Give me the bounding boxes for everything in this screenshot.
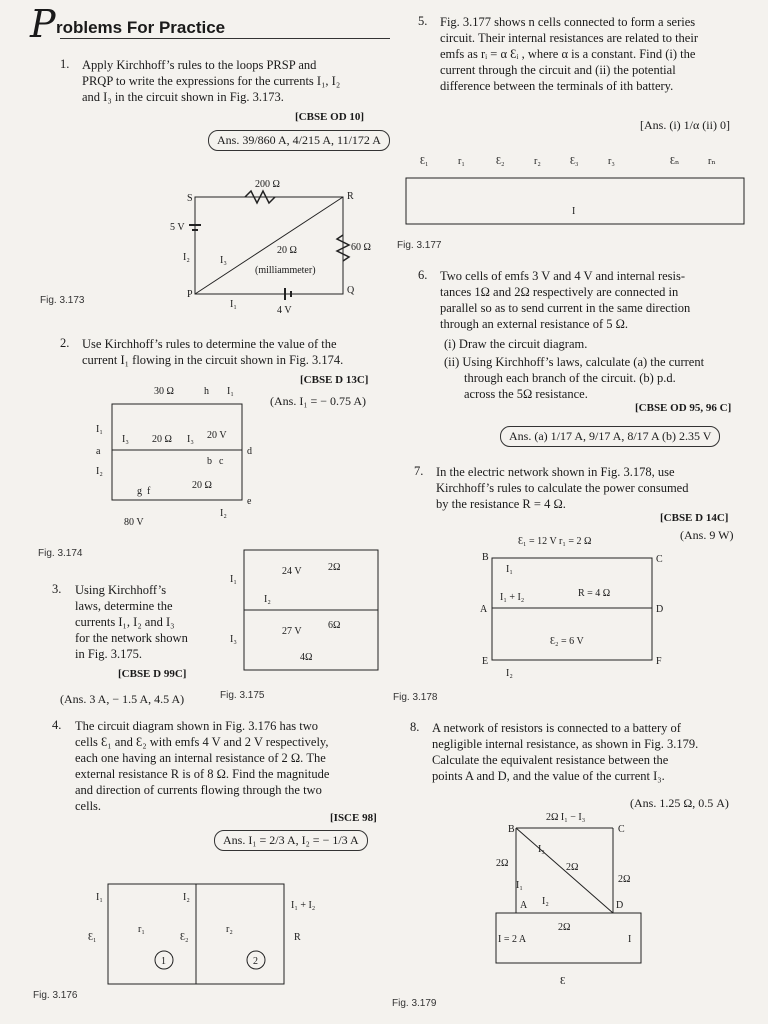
q2-number: 2. bbox=[60, 336, 70, 350]
q2-answer: (Ans. I₁ = − 0.75 A) bbox=[270, 394, 367, 408]
fig174-g: g bbox=[137, 486, 142, 497]
fig-3-177-caption: Fig. 3.177 bbox=[397, 240, 442, 251]
fig179-I3: I₃ bbox=[538, 844, 545, 855]
fig173-P: P bbox=[187, 289, 193, 300]
fig179-D: D bbox=[616, 900, 624, 911]
fig-3-174-caption: Fig. 3.174 bbox=[38, 548, 83, 559]
fig174-c: c bbox=[219, 456, 224, 467]
q4-text: The circuit diagram shown in Fig. 3.176 has two cells Ɛ₁ and Ɛ₂ with emfs 4 V and 2 V respectively, each one having an internal resistance of 2 Ω. The external resistance R is of 8 Ω. Find the magnitude and direction of currents flowing through the two cells. bbox=[75, 719, 330, 813]
q2-text: Use Kirchhoff’s rules to determine the value of the current I₁ flowing in the circuit shown in Fig. 3.174. bbox=[82, 337, 344, 367]
fig175-v27: 27 V bbox=[282, 626, 302, 637]
fig179-I1: I₁ bbox=[516, 880, 523, 891]
fig177-r1: r₁ bbox=[458, 156, 465, 167]
fig174-v80: 80 V bbox=[124, 517, 144, 528]
q3-ref: [CBSE D 99C] bbox=[118, 668, 187, 680]
fig176-I12: I₁ + I₂ bbox=[291, 900, 316, 911]
fig178-B: B bbox=[482, 552, 489, 563]
fig174-r30: 30 Ω bbox=[154, 386, 174, 397]
fig175-r6: 6Ω bbox=[328, 620, 341, 631]
fig173-r60: 60 Ω bbox=[351, 242, 371, 253]
fig179-I: I bbox=[628, 934, 632, 945]
fig179-left: 2Ω bbox=[496, 858, 509, 869]
q3-number: 3. bbox=[52, 582, 62, 596]
fig-3-173-circuit bbox=[165, 175, 385, 315]
fig174-r20b: 20 Ω bbox=[192, 480, 212, 491]
fig179-C: C bbox=[618, 824, 625, 835]
fig178-I12: I₁ + I₂ bbox=[500, 592, 525, 603]
fig-3-174-circuit bbox=[92, 380, 272, 530]
fig179-bot: 2Ω bbox=[558, 922, 571, 933]
q5-number: 5. bbox=[418, 14, 428, 28]
fig-3-175-circuit bbox=[228, 542, 388, 682]
q6-number: 6. bbox=[418, 268, 428, 282]
fig178-F: F bbox=[656, 656, 662, 667]
fig173-S: S bbox=[187, 193, 193, 204]
fig176-E2: Ɛ₂ bbox=[180, 932, 189, 943]
q8-answer: (Ans. 1.25 Ω, 0.5 A) bbox=[630, 796, 729, 810]
fig-3-176-caption: Fig. 3.176 bbox=[33, 990, 78, 1001]
fig174-I3b: I₃ bbox=[187, 434, 194, 445]
fig-3-179-circuit bbox=[488, 808, 658, 990]
fig179-B: B bbox=[508, 824, 515, 835]
fig-3-173-caption: Fig. 3.173 bbox=[40, 295, 85, 306]
fig174-I1L: I₁ bbox=[96, 424, 103, 435]
fig179-A: A bbox=[520, 900, 528, 911]
fig173-I3: I₃ bbox=[220, 255, 227, 266]
fig179-I2: I₂ bbox=[542, 896, 549, 907]
q7-answer: (Ans. 9 W) bbox=[680, 528, 734, 542]
fig176-loop2: 2 bbox=[253, 956, 258, 967]
fig178-C: C bbox=[656, 554, 663, 565]
q6-text: Two cells of emfs 3 V and 4 V and internal resis- tances 1Ω and 2Ω respectively are connected in parallel so as to send current in the same direction through an external resistance of 5 Ω. bbox=[440, 269, 691, 331]
fig178-E1: Ɛ₁ = 12 V r₁ = 2 Ω bbox=[518, 536, 592, 547]
fig178-D: D bbox=[656, 604, 664, 615]
fig178-I2: I₂ bbox=[506, 668, 513, 679]
fig178-A: A bbox=[480, 604, 488, 615]
fig176-R: R bbox=[294, 932, 301, 943]
fig175-I2: I₂ bbox=[264, 594, 271, 605]
fig173-v4: 4 V bbox=[277, 305, 292, 315]
fig176-E1: Ɛ₁ bbox=[88, 932, 97, 943]
fig178-E2: Ɛ₂ = 6 V bbox=[550, 636, 584, 647]
fig-3-178-circuit bbox=[478, 530, 668, 680]
fig174-e: e bbox=[247, 496, 252, 507]
fig177-I: I bbox=[572, 206, 576, 217]
fig174-I3: I₃ bbox=[122, 434, 129, 445]
fig176-I1: I₁ bbox=[96, 892, 103, 903]
q5-text: Fig. 3.177 shows n cells connected to form a series circuit. Their internal resistances are related to their emfs as rᵢ = α Ɛᵢ , where α is a constant. Find (i) the current through the circuit and (ii) the potential difference between the terminals of ith battery. bbox=[440, 15, 698, 93]
q3-answer: (Ans. 3 A, − 1.5 A, 4.5 A) bbox=[60, 692, 185, 706]
q6-ref: [CBSE OD 95, 96 C] bbox=[635, 402, 732, 414]
fig174-I2b: I₂ bbox=[220, 508, 227, 519]
fig179-mid: 2Ω bbox=[566, 862, 579, 873]
fig177-rn: rₙ bbox=[708, 156, 716, 167]
q8-text: A network of resistors is connected to a battery of negligible internal resistance, as shown in Fig. 3.179. Calculate the equivalent resistance between the points A and D, and the value of the current I₃. bbox=[432, 721, 699, 783]
fig176-loop1: 1 bbox=[161, 956, 166, 967]
fig177-E2: Ɛ₂ bbox=[496, 156, 505, 167]
fig175-r2: 2Ω bbox=[328, 562, 341, 573]
fig177-r2: r₂ bbox=[534, 156, 541, 167]
q2-ref: [CBSE D 13C] bbox=[300, 374, 369, 386]
fig174-d: d bbox=[247, 446, 252, 457]
fig-3-179-caption: Fig. 3.179 bbox=[392, 998, 437, 1009]
fig175-I3: I₃ bbox=[230, 634, 237, 645]
title-rule bbox=[60, 38, 390, 39]
q3-text: Using Kirchhoff’s laws, determine the currents I₁, I₂ and I₃ for the network shown in Fig. 3.175. bbox=[75, 583, 188, 661]
fig175-I1: I₁ bbox=[230, 574, 237, 585]
fig179-top: 2Ω I₁ − I₃ bbox=[546, 812, 586, 823]
fig-3-178-caption: Fig. 3.178 bbox=[393, 692, 438, 703]
q6-sub-ii: (ii) Using Kirchhoff’s laws, calculate (a) the current through each branch of the circuit. (b) p.d. across the 5Ω resistance. bbox=[444, 355, 705, 401]
fig179-E: Ɛ bbox=[560, 975, 566, 987]
fig-3-176-circuit bbox=[86, 878, 316, 998]
fig173-I2: I₂ bbox=[183, 252, 190, 263]
q7-text: In the electric network shown in Fig. 3.178, use Kirchhoff’s rules to calculate the power consumed by the resistance R = 4 Ω. bbox=[436, 465, 689, 511]
fig173-v5: 5 V bbox=[170, 222, 185, 233]
fig173-r20: 20 Ω bbox=[277, 245, 297, 256]
q7-ref: [CBSE D 14C] bbox=[660, 512, 729, 524]
q8-number: 8. bbox=[410, 720, 420, 734]
q4-ref: [ISCE 98] bbox=[330, 812, 377, 824]
fig174-h: h bbox=[204, 386, 209, 397]
fig174-f: f bbox=[147, 486, 151, 497]
fig173-Q: Q bbox=[347, 285, 355, 296]
fig173-r200: 200 Ω bbox=[255, 179, 280, 190]
fig174-r20a: 20 Ω bbox=[152, 434, 172, 445]
fig174-a: a bbox=[96, 446, 101, 457]
fig176-I2: I₂ bbox=[183, 892, 190, 903]
fig178-R4: R = 4 Ω bbox=[578, 588, 611, 599]
fig177-E3: Ɛ₃ bbox=[570, 156, 579, 167]
fig177-En: Ɛₙ bbox=[670, 156, 680, 167]
fig173-mA: (milliammeter) bbox=[255, 265, 316, 276]
title-initial: P bbox=[30, 2, 56, 46]
fig173-I1: I₁ bbox=[230, 299, 237, 310]
fig178-I1: I₁ bbox=[506, 564, 513, 575]
q1-number: 1. bbox=[60, 57, 70, 71]
fig174-b: b bbox=[207, 456, 212, 467]
fig179-right: 2Ω bbox=[618, 874, 631, 885]
q5-answer: [Ans. (i) 1/α (ii) 0] bbox=[640, 118, 730, 132]
fig177-E1: Ɛ₁ bbox=[420, 156, 429, 167]
fig175-r4: 4Ω bbox=[300, 652, 313, 663]
q1-answer: Ans. 39/860 A, 4/215 A, 11/172 A bbox=[208, 130, 390, 151]
q1-text: Apply Kirchhoff’s rules to the loops PRSP and PRQP to write the expressions for the currents I₁, I₂ and I₃ in the circuit shown in Fig. 3.173. bbox=[82, 58, 341, 104]
fig174-v20: 20 V bbox=[207, 430, 227, 441]
fig174-I1: I₁ bbox=[227, 386, 234, 397]
fig176-r1: r₁ bbox=[138, 924, 145, 935]
page-title: roblems For Practice bbox=[56, 18, 226, 37]
fig175-v24: 24 V bbox=[282, 566, 302, 577]
q6-sub-i: (i) Draw the circuit diagram. bbox=[444, 337, 588, 351]
fig173-R: R bbox=[347, 191, 354, 202]
fig176-r2: r₂ bbox=[226, 924, 233, 935]
fig177-r3: r₃ bbox=[608, 156, 615, 167]
q7-number: 7. bbox=[414, 464, 424, 478]
q1-ref: [CBSE OD 10] bbox=[295, 111, 365, 123]
fig179-I2A: I = 2 A bbox=[498, 934, 527, 945]
fig-3-177-circuit bbox=[400, 148, 750, 230]
fig178-E: E bbox=[482, 656, 489, 667]
q6-answer: Ans. (a) 1/17 A, 9/17 A, 8/17 A (b) 2.35 V bbox=[500, 426, 720, 447]
fig174-I2: I₂ bbox=[96, 466, 103, 477]
q4-answer: Ans. I₁ = 2/3 A, I₂ = − 1/3 A bbox=[214, 830, 368, 851]
fig-3-175-caption: Fig. 3.175 bbox=[220, 690, 265, 701]
q4-number: 4. bbox=[52, 718, 62, 732]
